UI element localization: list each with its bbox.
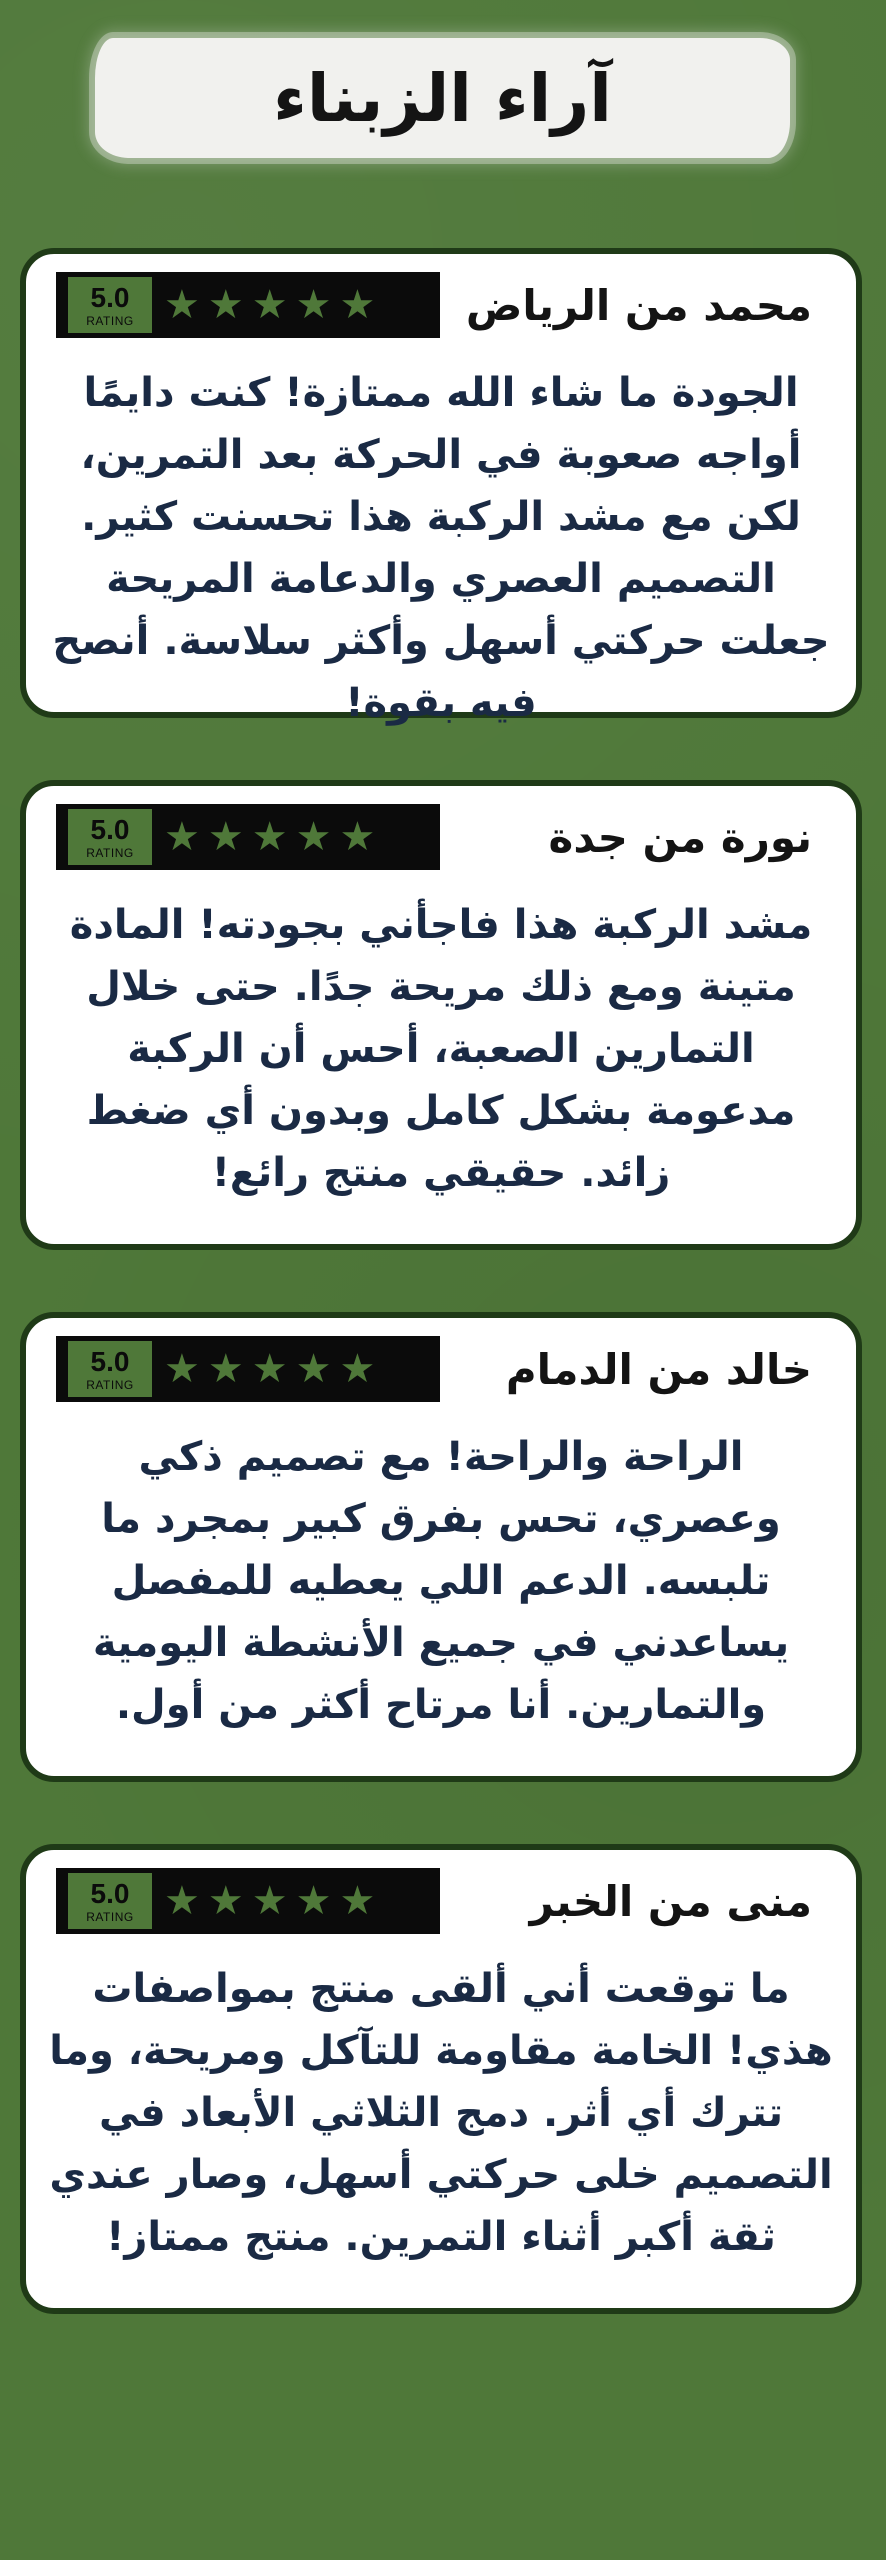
star-icon: ★ [339,282,376,328]
rating-badge [68,809,152,865]
rating-box [56,1868,440,1934]
rating-label: RATING [86,313,134,328]
star-icon: ★ [164,282,200,328]
reviewer-name: خالد من الدمام [505,1344,812,1394]
rating-box [56,1336,440,1402]
page-title: آراء الزبناء [273,59,612,137]
reviewer-name: محمد من الرياض [465,280,812,330]
star-icon: ★ [251,282,288,328]
rating-value: 5.0 [90,1345,130,1377]
star-icon: ★ [207,814,244,860]
review-header [56,1336,826,1406]
rating-value: 5.0 [90,1877,130,1909]
review-text: الراحة والراحة! مع تصميم ذكي وعصري، تحس بفرق كبير بمجرد ما تلبسه. الدعم اللي يعطيه للمفصل يساعدني في جميع الأنشطة اليومية والتمارين. أنا مرتاح أكثر من أول. [92,1434,790,1728]
star-icon: ★ [295,1878,332,1924]
rating-box [56,804,440,870]
rating-badge [68,1341,152,1397]
rating-label: RATING [86,1909,134,1924]
star-rating [164,814,376,860]
review-card [20,780,862,1250]
star-rating [164,282,376,328]
rating-label: RATING [86,845,134,860]
rating-label: RATING [86,1377,134,1392]
star-rating [164,1346,376,1392]
star-icon: ★ [164,1878,200,1924]
rating-value: 5.0 [90,813,130,845]
star-icon: ★ [207,282,244,328]
review-card [20,248,862,726]
rating-box [56,272,440,338]
star-icon: ★ [339,1346,376,1392]
star-icon: ★ [339,814,376,860]
reviewer-name: منى من الخبر [529,1876,812,1926]
review-card [20,1844,862,2314]
reviewer-name: نورة من جدة [548,812,812,862]
review-text: ما توقعت أني ألقى منتج بمواصفات هذي! الخامة مقاومة للتآكل ومريحة، وما تترك أي أثر. دمج الثلاثي الأبعاد في التصميم خلى حركتي أسهل، وصار عندي ثقة أكبر أثناء التمرين. منتج ممتاز! [49,1966,833,2260]
review-text: الجودة ما شاء الله ممتازة! كنت دايمًا أواجه صعوبة في الحركة بعد التمرين، لكن مع مشد الركبة هذا تحسنت كثير. التصميم العصري والدعامة المريحة جعلت حركتي أسهل وأكثر سلاسة. أنصح فيه بقوة! [52,370,830,726]
star-icon: ★ [339,1878,376,1924]
star-icon: ★ [207,1346,244,1392]
star-icon: ★ [251,1878,288,1924]
review-header [56,272,826,342]
star-icon: ★ [295,1346,332,1392]
review-header [56,1868,826,1938]
star-icon: ★ [207,1878,244,1924]
review-header [56,804,826,874]
star-icon: ★ [295,282,332,328]
star-icon: ★ [164,1346,200,1392]
review-text: مشد الركبة هذا فاجأني بجودته! المادة متينة ومع ذلك مريحة جدًا. حتى خلال التمارين الصعبة، أحس أن الركبة مدعومة بشكل كامل وبدون أي ضغط زائد. حقيقي منتج رائع! [69,902,813,1196]
rating-badge [68,1873,152,1929]
star-icon: ★ [251,1346,288,1392]
rating-value: 5.0 [90,281,130,313]
star-icon: ★ [164,814,200,860]
star-icon: ★ [251,814,288,860]
review-card [20,1312,862,1782]
rating-badge [68,277,152,333]
star-icon: ★ [295,814,332,860]
title-banner [95,38,790,158]
star-rating [164,1878,376,1924]
